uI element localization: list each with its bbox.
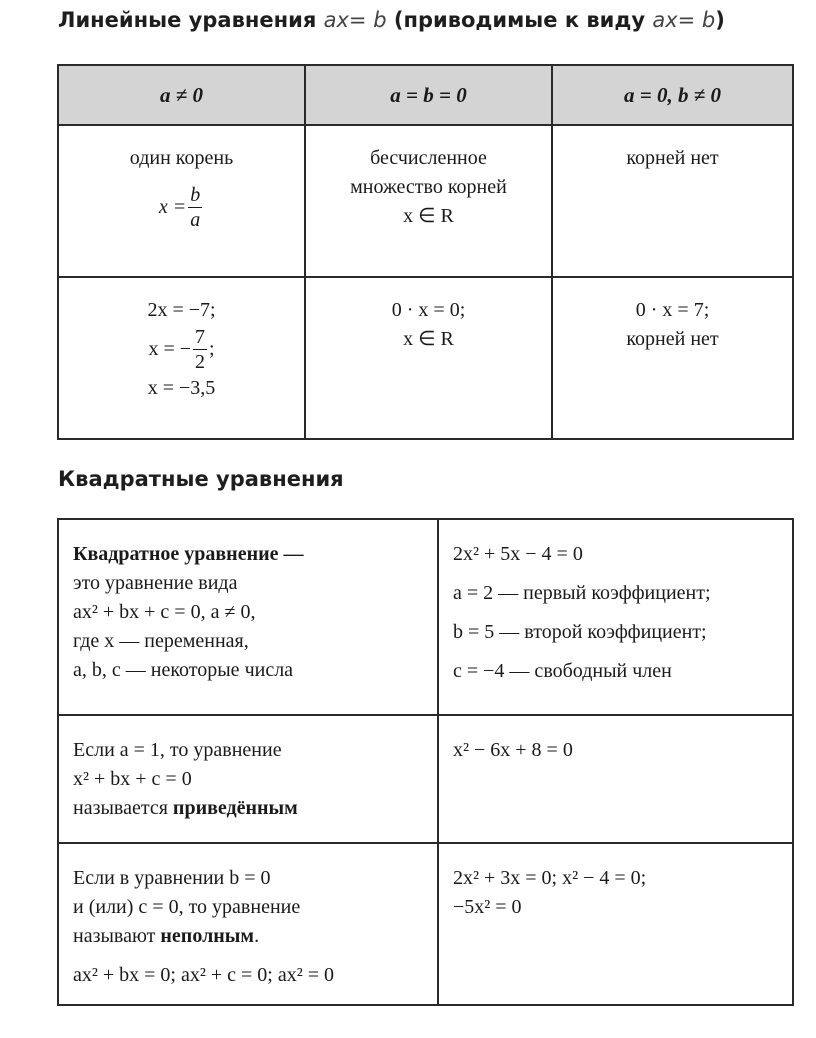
term-incomplete: неполным	[160, 925, 255, 947]
heading-close: )	[715, 8, 725, 32]
table-row	[58, 519, 793, 715]
quadratic-definition-cell: Квадратное уравнение — это уравнение вида ax² + bx + c = 0, a ≠ 0, где x — переменная, a, b, c — некоторые числа	[58, 519, 438, 715]
fraction-7-over-2: $\frac{7}{2}$	[195, 326, 205, 373]
quadratic-equations-heading: Квадратные уравнения	[58, 467, 344, 491]
reduced-example-cell: x² − 6x + 8 = 0	[438, 715, 793, 843]
heading-title: Линейные уравнения	[58, 8, 317, 32]
table-row	[58, 125, 793, 277]
linear-equations-heading	[58, 8, 725, 32]
table-row	[58, 277, 793, 439]
header-a-nonzero: a ≠ 0	[58, 65, 305, 125]
cell-one-root	[58, 125, 305, 277]
heading-paren: (приводимые к виду	[393, 8, 646, 32]
linear-equations-table	[57, 64, 794, 440]
quadratic-equations-table	[57, 518, 794, 1006]
header-a-zero-b-nonzero: a = 0, b ≠ 0	[552, 65, 793, 125]
reduced-equation-cell: Если a = 1, то уравнение x² + bx + c = 0 называется приведённым	[58, 715, 438, 843]
incomplete-equation-cell: Если в уравнении b = 0 и (или) c = 0, то уравнение называют неполным. ax² + bx = 0; ax² + c = 0; ax² = 0	[58, 843, 438, 1005]
heading-equation-2: ax= b	[652, 8, 716, 32]
cell-no-roots: корней нет	[552, 125, 793, 277]
table-row	[58, 715, 793, 843]
definition-term: Квадратное уравнение —	[73, 543, 304, 565]
table-header-row	[58, 65, 793, 125]
incomplete-example-cell: 2x² + 3x = 0; x² − 4 = 0; −5x² = 0	[438, 843, 793, 1005]
cell-example-one-root: 2x = −7; x = − $\frac{7}{2}$ ; x = −3,5	[58, 277, 305, 439]
cell-infinite-roots: бесчисленное множество корней x ∈ R	[305, 125, 552, 277]
header-a-b-zero: a = b = 0	[305, 65, 552, 125]
cell-example-no-roots: 0 · x = 7; корней нет	[552, 277, 793, 439]
term-reduced: приведённым	[172, 797, 298, 819]
cell-example-infinite: 0 · x = 0; x ∈ R	[305, 277, 552, 439]
table-row	[58, 843, 793, 1005]
heading-equation: ax= b	[323, 8, 387, 32]
fraction-b-over-a: $\frac{b}{a}$	[190, 184, 201, 231]
formula-lhs: x =	[158, 196, 187, 218]
one-root-text: один корень	[129, 147, 234, 169]
quadratic-example-cell: 2x² + 5x − 4 = 0 a = 2 — первый коэффициент; b = 5 — второй коэффициент; c = −4 — свободный член	[438, 519, 793, 715]
